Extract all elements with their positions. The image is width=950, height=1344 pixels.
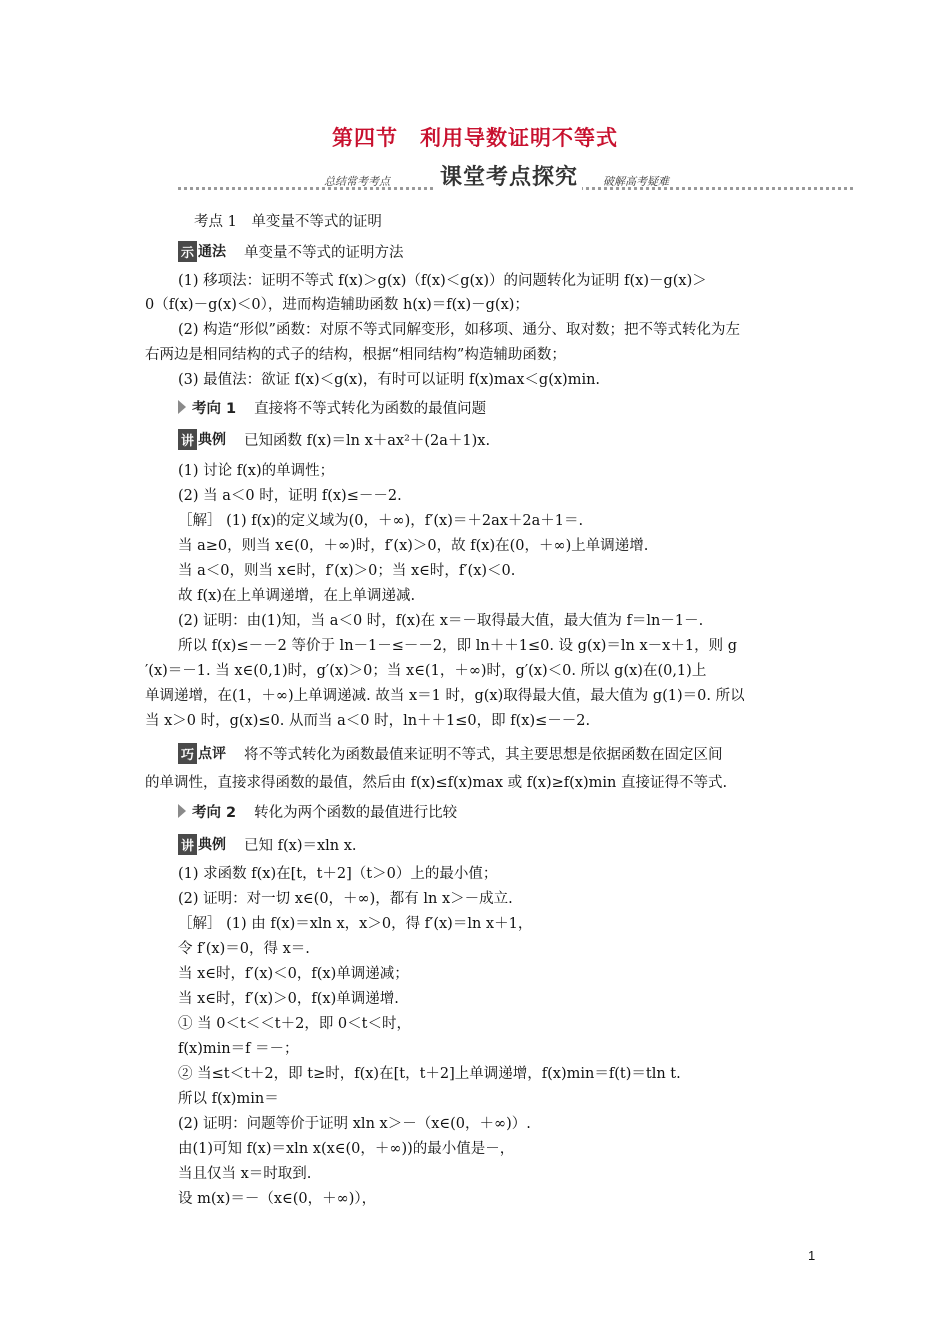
example-1-line: 所以 f(x)≤－－2 等价于 ln－1－≤－－2，即 ln＋＋1≤0. 设 g(x)＝ln x－x＋1，则 g [178, 638, 737, 654]
method-line: (3) 最值法：欲证 f(x)＜g(x)，有时可以证明 f(x)max＜g(x)min. [178, 372, 601, 388]
comment-tag-icon: 巧 [178, 743, 197, 764]
example-1-line: 当 a≥0，则当 x∈(0，＋∞)时，f′(x)＞0，故 f(x)在(0，＋∞)上单调递增. [178, 538, 649, 554]
section-heading: 考点 1 单变量不等式的证明 [194, 214, 382, 230]
example-2-tag [178, 833, 357, 855]
direction-label: 考向 1 [192, 400, 237, 417]
example-1-line: ［解］ (1) f(x)的定义域为(0，＋∞)，f′(x)＝＋2ax＋2a＋1＝. [178, 513, 584, 529]
banner-left-text: 总结常考考点 [324, 175, 390, 188]
comment-line: 的单调性，直接求得函数的最值，然后由 f(x)≤f(x)max 或 f(x)≥f(x)min 直接证得不等式. [145, 775, 728, 791]
example-2-line: 当且仅当 x＝时取到. [178, 1166, 312, 1182]
method-line: 0（f(x)－g(x)＜0），进而构造辅助函数 h(x)＝f(x)－g(x)； [145, 297, 529, 313]
direction-2-heading [178, 800, 457, 822]
method-tag [178, 240, 404, 262]
example-1-line: (1) 讨论 f(x)的单调性； [178, 463, 335, 479]
example-2-line: 令 f′(x)＝0，得 x＝. [178, 941, 310, 957]
example-1-line: (2) 证明：由(1)知，当 a＜0 时，f(x)在 x＝－取得最大值，最大值为 f＝ln－1－. [178, 613, 704, 629]
comment-tag-word: 点评 [198, 746, 227, 762]
page-number: 1 [808, 1248, 816, 1263]
example-tag-word: 典例 [198, 837, 227, 853]
example-2-line: 当 x∈时，f′(x)＞0，f(x)单调递增. [178, 991, 399, 1007]
triangle-icon [178, 804, 186, 818]
example-2-line: f(x)min＝f ＝－； [178, 1041, 299, 1057]
example-2-line: ② 当≤t＜t＋2，即 t≥时，f(x)在[t，t＋2]上单调递增，f(x)min＝f(t)＝tln t. [178, 1066, 681, 1082]
section-banner [178, 160, 853, 196]
banner-main-text: 课堂考点探究 [436, 160, 582, 191]
method-line: 右两边是相同结构的式子的结构，根据“相同结构”构造辅助函数； [145, 347, 566, 363]
example-2-line: 设 m(x)＝－（x∈(0，＋∞)）， [178, 1191, 377, 1207]
comment-tag-desc: 将不等式转化为函数最值来证明不等式，其主要思想是依据函数在固定区间 [244, 746, 723, 763]
triangle-icon [178, 400, 186, 414]
direction-1-heading [178, 396, 486, 418]
example-2-line: 当 x∈时，f′(x)＜0，f(x)单调递减； [178, 966, 409, 982]
example-2-line: 由(1)可知 f(x)＝xln x(x∈(0，＋∞))的最小值是－， [178, 1141, 515, 1157]
example-2-line: ① 当 0＜t＜＜t＋2，即 0＜t＜时， [178, 1016, 411, 1032]
method-tag-icon: 示 [178, 241, 197, 262]
example-1-line: (2) 当 a＜0 时，证明 f(x)≤－－2. [178, 488, 402, 504]
example-tag-word: 典例 [198, 432, 227, 448]
example-1-line: 单调递增，在(1，＋∞)上单调递减. 故当 x＝1 时，g(x)取得最大值，最大值为 g(1)＝0. 所以 [145, 688, 745, 704]
example-1-line: 当 a＜0，则当 x∈时，f′(x)＞0；当 x∈时，f′(x)＜0. [178, 563, 516, 579]
direction-label: 考向 2 [192, 804, 237, 821]
example-2-line: ［解］ (1) 由 f(x)＝xln x，x＞0，得 f′(x)＝ln x＋1， [178, 916, 533, 932]
example-1-tag [178, 428, 490, 450]
example-2-line: (2) 证明：对一切 x∈(0，＋∞)，都有 ln x＞－成立. [178, 891, 513, 907]
banner-right-text: 破解高考疑难 [603, 175, 669, 188]
example-2-line: (2) 证明：问题等价于证明 xln x＞－（x∈(0，＋∞)）. [178, 1116, 531, 1132]
method-tag-desc: 单变量不等式的证明方法 [244, 244, 404, 261]
direction-desc: 转化为两个函数的最值进行比较 [254, 804, 458, 821]
method-tag-word: 通法 [198, 244, 227, 260]
example-2-line: 所以 f(x)min＝ [178, 1091, 279, 1107]
method-line: (2) 构造“形似”函数：对原不等式同解变形，如移项、通分、取对数；把不等式转化为左 [178, 322, 740, 338]
example-1-line: ′(x)＝－1. 当 x∈(0,1)时，g′(x)＞0；当 x∈(1，＋∞)时，g′(x)＜0. 所以 g(x)在(0,1)上 [145, 663, 707, 679]
example-tag-desc: 已知函数 f(x)＝ln x＋ax²＋(2a＋1)x. [244, 432, 491, 449]
example-tag-desc: 已知 f(x)＝xln x. [244, 837, 357, 854]
example-2-line: (1) 求函数 f(x)在[t，t＋2]（t＞0）上的最小值； [178, 866, 498, 882]
example-1-line: 当 x＞0 时，g(x)≤0. 从而当 a＜0 时，ln＋＋1≤0，即 f(x)≤－－2. [145, 713, 591, 729]
method-line: (1) 移项法：证明不等式 f(x)＞g(x)（f(x)＜g(x)）的问题转化为证明 f(x)－g(x)＞ [178, 273, 707, 289]
comment-tag [178, 742, 723, 764]
page-title: 第四节 利用导数证明不等式 [332, 126, 618, 150]
example-1-line: 故 f(x)在上单调递增，在上单调递减. [178, 588, 416, 604]
example-tag-icon: 讲 [178, 429, 197, 450]
direction-desc: 直接将不等式转化为函数的最值问题 [254, 400, 487, 417]
example-tag-icon: 讲 [178, 834, 197, 855]
